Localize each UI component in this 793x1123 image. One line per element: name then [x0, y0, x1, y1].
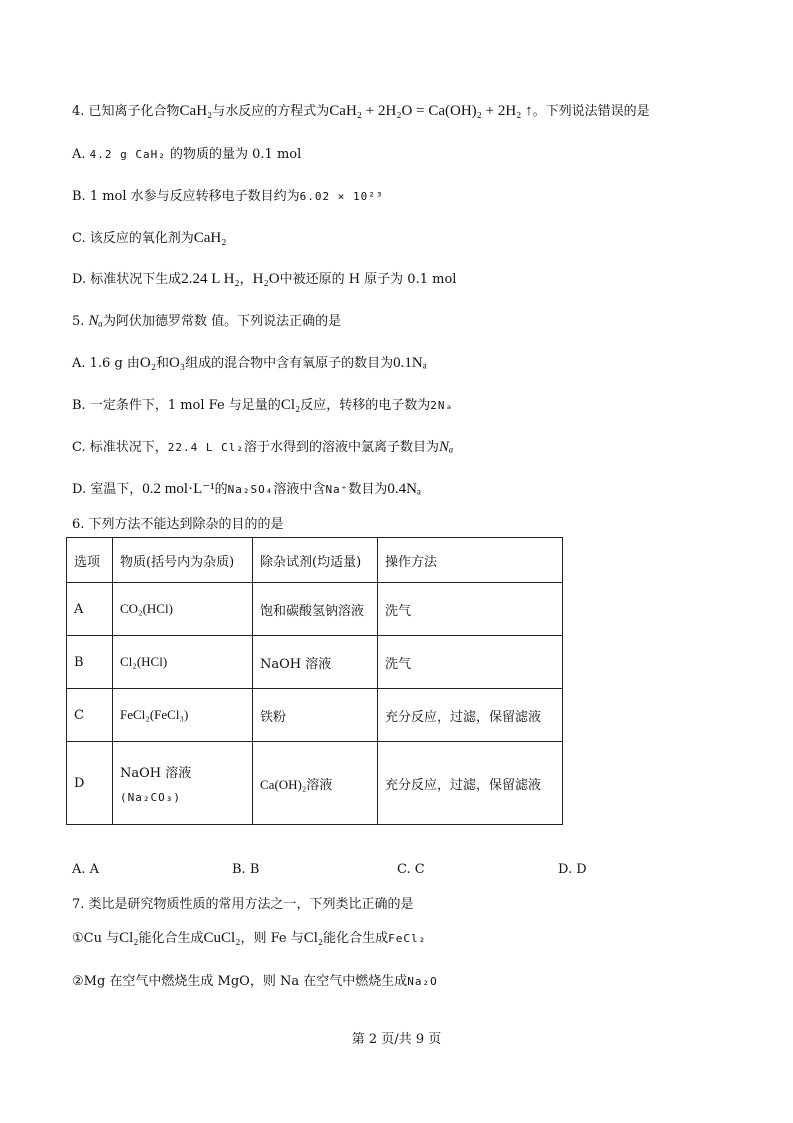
q4-option-b: B. 1 mol 水参与反应转移电子数目约为6.02 × 10²³	[72, 189, 384, 204]
q7-statement-2: ②Mg 在空气中燃烧生成 MgO，则 Na 在空气中燃烧生成Na₂O	[72, 974, 438, 989]
purification-table	[66, 537, 563, 825]
table-header-cell: 操作方法	[378, 538, 563, 583]
q5-stem: 5. Nₐ为阿伏加德罗常数 值。下列说法正确的是	[72, 313, 342, 329]
q5-option-c: C. 标准状况下，22.4 L Cl₂溶于水得到的溶液中氯离子数目为Nₐ	[72, 439, 454, 455]
q6-stem: 6. 下列方法不能达到除杂的目的的是	[72, 517, 284, 532]
table-row: B Cl₂(HCl) NaOH 溶液 洗气	[67, 636, 563, 689]
choice-c: C. C	[397, 862, 425, 877]
table-row: A CO₂(HCl) 饱和碳酸氢钠溶液 洗气	[67, 583, 563, 636]
q4-stem: 4. 已知离子化合物CaH₂与水反应的方程式为CaH₂ + 2H₂O = Ca(OH)₂ + 2H₂ ↑。下列说法错误的是	[72, 103, 650, 119]
table-header-row	[67, 538, 563, 583]
q7-stem: 7. 类比是研究物质性质的常用方法之一，下列类比正确的是	[72, 897, 414, 912]
q5-option-a: A. 1.6 g 由O₂和O₃组成的混合物中含有氧原子的数目为0.1Nₐ	[72, 355, 427, 371]
q5-option-b: B. 一定条件下，1 mol Fe 与足量的Cl₂反应，转移的电子数为2Nₐ	[72, 397, 454, 413]
q4-option-a: A. 4.2 g CaH₂ 的物质的量为 0.1 mol	[72, 147, 302, 162]
choice-a: A. A	[72, 862, 100, 877]
q5-option-d: D. 室温下，0.2 mol·L⁻¹的Na₂SO₄溶液中含Na⁺数目为0.4Nₐ	[72, 481, 422, 497]
choice-d: D. D	[558, 862, 587, 877]
q4-option-d: D. 标准状况下生成2.24 L H₂，H₂O中被还原的 H 原子为 0.1 mol	[72, 271, 457, 287]
reaction-equation: CaH₂ + 2H₂O = Ca(OH)₂ + 2H₂ ↑	[329, 103, 533, 119]
page-footer: 第 2 页/共 9 页	[351, 1032, 442, 1047]
choice-b: B. B	[232, 862, 260, 877]
q4-option-c: C. 该反应的氧化剂为CaH₂	[72, 230, 227, 246]
q7-statement-1: ①Cu 与Cl₂能化合生成CuCl₂，则 Fe 与Cl₂能化合生成FeCl₂	[72, 930, 427, 946]
table-header-cell: 选项	[67, 538, 113, 583]
table-row: D NaOH 溶液 (Na₂CO₃) Ca(OH)₂溶液 充分反应，过滤，保留滤液	[67, 742, 563, 825]
table-header-cell: 物质(括号内为杂质)	[113, 538, 253, 583]
table-header-cell: 除杂试剂(均适量)	[253, 538, 378, 583]
formula-cah2: CaH₂	[179, 103, 213, 119]
avogadro-symbol: Nₐ	[88, 313, 103, 329]
table-row: C FeCl₂(FeCl₃) 铁粉 充分反应，过滤，保留滤液	[67, 689, 563, 742]
